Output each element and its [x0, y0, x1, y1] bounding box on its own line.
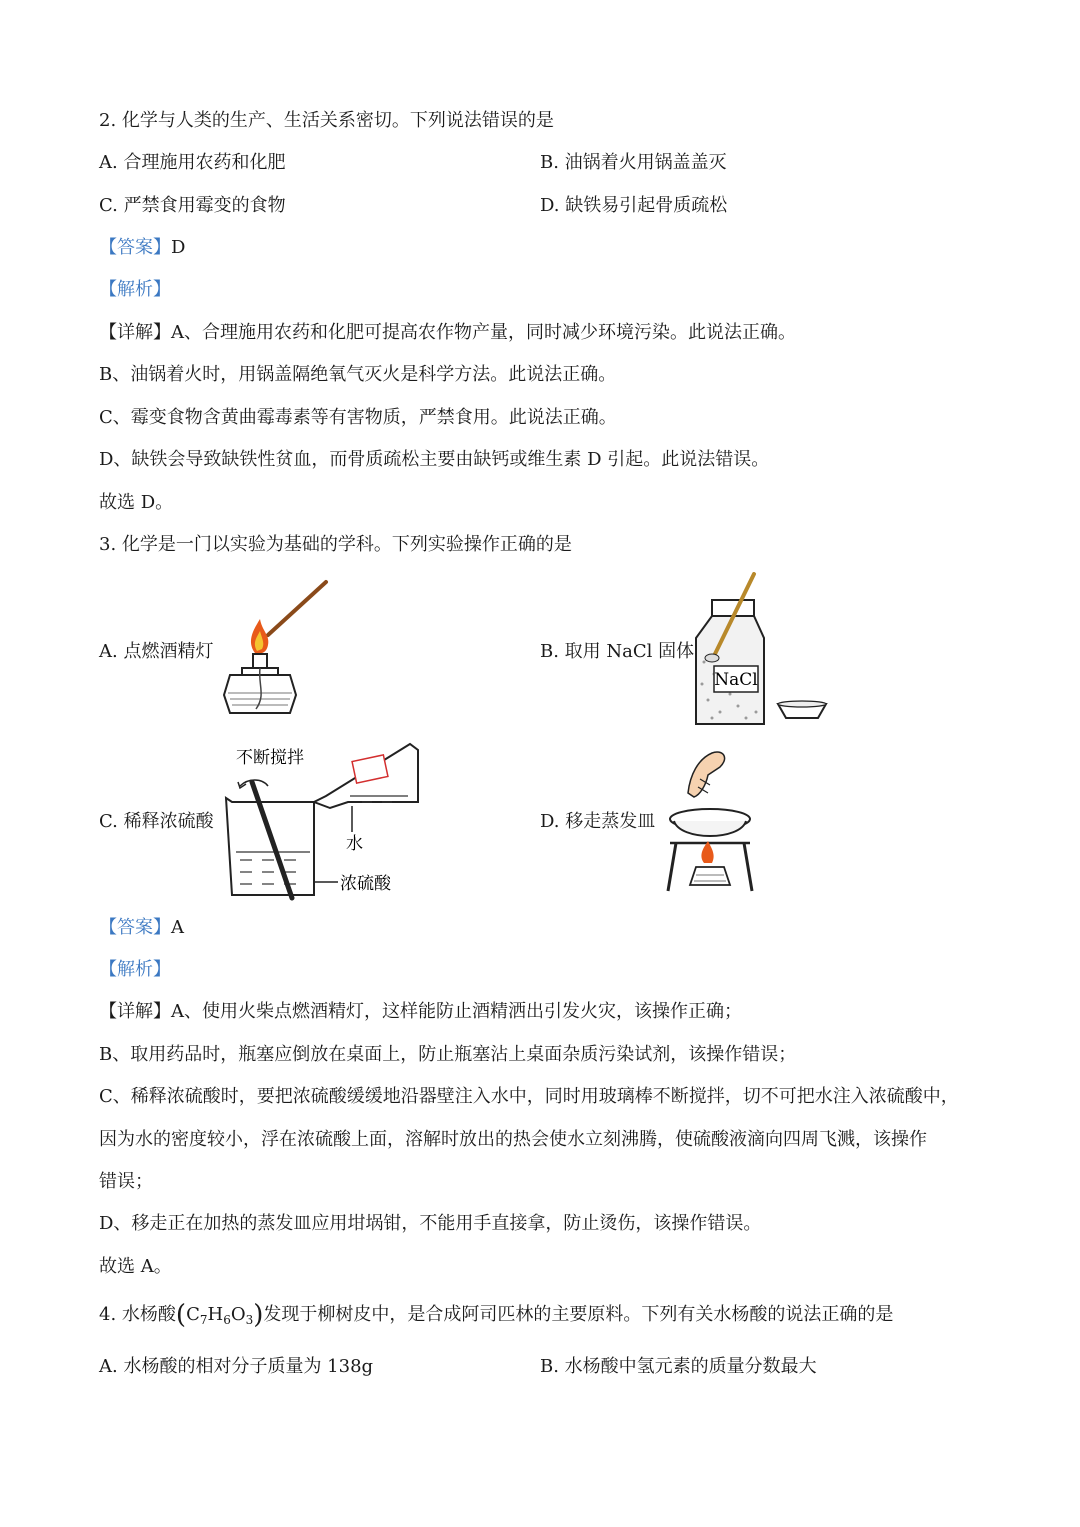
- q4-stem-post: 发现于柳树皮中，是合成阿司匹林的主要原料。下列有关水杨酸的说法正确的是: [263, 1304, 894, 1325]
- nacl-reagent-bottle-figure: [690, 572, 830, 730]
- q3-detail-c1: C、稀释浓硫酸时，要把浓硫酸缓缓地沿器壁注入水中，同时用玻璃棒不断搅拌，切不可把水注入浓硫酸中，: [99, 1086, 959, 1107]
- q2-option-a: A. 合理施用农药和化肥: [99, 152, 286, 173]
- answer-value: D: [171, 237, 186, 258]
- answer-tag: 【答案】: [99, 917, 171, 938]
- q3-answer: [99, 916, 184, 940]
- detail-tag: 【详解】: [99, 322, 171, 343]
- q2-stem: 2. 化学与人类的生产、生活关系密切。下列说法错误的是: [99, 110, 554, 131]
- q3-conclusion: 故选 A。: [99, 1256, 172, 1277]
- detail-text: A、使用火柴点燃酒精灯，这样能防止酒精洒出引发火灾，该操作正确；: [171, 1001, 742, 1022]
- q2-option-c: C. 严禁食用霉变的食物: [99, 195, 286, 216]
- q2-option-b: B. 油锅着火用锅盖盖灭: [540, 152, 727, 173]
- salicylic-acid-formula: $C_7H_6O_3$: [186, 1304, 254, 1327]
- evaporating-dish-figure: [660, 745, 760, 895]
- alcohol-lamp-lighting-figure: [218, 575, 334, 725]
- water-label: 水: [346, 834, 363, 854]
- q3-detail-c3: 错误；: [99, 1171, 153, 1192]
- q3-option-c: C. 稀释浓硫酸: [99, 811, 214, 832]
- q3-detail-b: B、取用药品时，瓶塞应倒放在桌面上，防止瓶塞沾上桌面杂质污染试剂，该操作错误；: [99, 1044, 797, 1065]
- q3-option-b: B. 取用 NaCl 固体: [540, 641, 695, 662]
- q2-option-d: D. 缺铁易引起骨质疏松: [540, 195, 728, 216]
- q2-detail-b: B、油锅着火时，用锅盖隔绝氧气灭火是科学方法。此说法正确。: [99, 364, 617, 385]
- stir-label: 不断搅拌: [236, 748, 304, 768]
- dilute-sulfuric-acid-figure: [222, 740, 422, 905]
- q3-option-a: A. 点燃酒精灯: [99, 641, 214, 662]
- q3-detail-c2: 因为水的密度较小，浮在浓硫酸上面，溶解时放出的热会使水立刻沸腾，使硫酸液滴向四周飞溅，该操作: [99, 1129, 927, 1150]
- q2-conclusion: 故选 D。: [99, 492, 174, 513]
- q4-stem: 4. 水杨酸$(C_7H_6O_3)$发现于柳树皮中，是合成阿司匹林的主要原料。下列有关水杨酸的说法正确的是: [99, 1300, 894, 1330]
- q3-stem: 3. 化学是一门以实验为基础的学科。下列实验操作正确的是: [99, 534, 572, 555]
- q2-detail-a: [99, 321, 796, 345]
- q4-stem-pre: 4. 水杨酸: [99, 1304, 176, 1325]
- acid-label: 浓硫酸: [340, 874, 391, 894]
- nacl-label: NaCl: [714, 670, 758, 690]
- q3-option-d: D. 移走蒸发皿: [540, 811, 656, 832]
- answer-value: A: [171, 917, 184, 938]
- q4-option-b: B. 水杨酸中氢元素的质量分数最大: [540, 1356, 817, 1377]
- q2-detail-c: C、霉变食物含黄曲霉毒素等有害物质，严禁食用。此说法正确。: [99, 407, 617, 428]
- answer-tag: 【答案】: [99, 237, 171, 258]
- detail-tag: 【详解】: [99, 1001, 171, 1022]
- q2-answer: [99, 236, 185, 260]
- q4-option-a: A. 水杨酸的相对分子质量为 138g: [99, 1356, 374, 1377]
- q3-detail-d: D、移走正在加热的蒸发皿应用坩埚钳，不能用手直接拿，防止烫伤，该操作错误。: [99, 1213, 762, 1234]
- detail-text: A、合理施用农药和化肥可提高农作物产量，同时减少环境污染。此说法正确。: [171, 322, 796, 343]
- q3-detail-a: [99, 1000, 742, 1024]
- q3-analysis-tag: 【解析】: [99, 959, 171, 980]
- q2-analysis-tag: 【解析】: [99, 279, 171, 300]
- q2-detail-d: D、缺铁会导致缺铁性贫血，而骨质疏松主要由缺钙或维生素 D 引起。此说法错误。: [99, 449, 770, 470]
